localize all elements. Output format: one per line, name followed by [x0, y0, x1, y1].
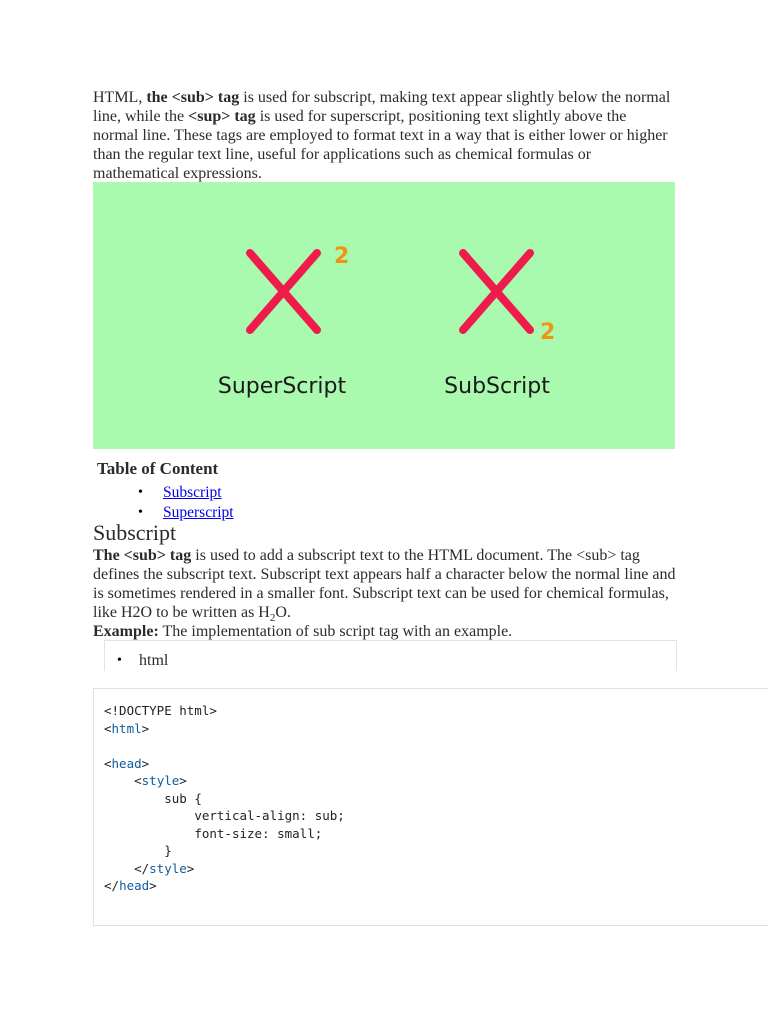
tab-label: html [139, 652, 169, 669]
section-end: O. [275, 604, 291, 621]
toc-item [138, 483, 234, 503]
toc-list [138, 483, 234, 522]
code-line: font-size: small; [194, 825, 323, 841]
code-content: <!DOCTYPE html> <html> <head> <style> sub { vertical-align: sub; font-size: small; } </style> </head> [104, 703, 345, 893]
superscript-label: SuperScript [217, 374, 347, 399]
bullet-icon: • [138, 485, 143, 500]
superscript-subscript-banner [93, 182, 675, 449]
example-line [93, 622, 512, 641]
subscript-number: 2 [540, 320, 556, 345]
superscript-x-icon [250, 253, 317, 330]
code-block[interactable] [93, 688, 768, 926]
intro-sub-tag: the <sub> tag [146, 89, 240, 106]
bullet-icon: • [138, 504, 143, 520]
toc-link-subscript[interactable]: Subscript [163, 484, 222, 501]
intro-sup-tag: <sup> tag [188, 108, 256, 125]
subscript-label: SubScript [444, 374, 550, 399]
toc-link-superscript[interactable]: Superscript [163, 503, 234, 521]
code-tag: head [111, 755, 142, 771]
code-line: vertical-align: sub; [194, 808, 345, 823]
tab-html[interactable] [117, 652, 168, 670]
code-line: } [164, 843, 172, 858]
code-line: sub { [164, 790, 202, 806]
intro-mid: is used for subscript, making text appear slightly below the normal line, while the [93, 89, 671, 125]
intro-paragraph [93, 88, 673, 183]
toc-title: Table of Content [97, 459, 219, 478]
intro-prefix: HTML, [93, 89, 147, 106]
bullet-icon: • [117, 653, 122, 668]
example-text: The implementation of sub script tag with an example. [158, 623, 513, 640]
example-label: Example: [93, 623, 159, 640]
section-text: is used to add a subscript text to the HTML document. The <sub> tag defines the subscript text. Subscript text appears half a character below the normal line and is sometimes rendered in a smaller font. Subscript text can be used for chemical formulas, like H2O to be written as H [93, 547, 676, 621]
section-heading: Subscript [93, 520, 177, 545]
code-tag: head [119, 878, 150, 893]
code-tag: style [149, 860, 187, 876]
section-paragraph [93, 546, 683, 625]
section-tag-bold: The <sub> tag [93, 547, 192, 564]
superscript-number: 2 [334, 244, 350, 269]
subscript-char: 2 [269, 612, 276, 625]
code-tag: html [111, 720, 142, 736]
subscript-x-icon [463, 253, 530, 330]
intro-suffix: is used for superscript, positioning text slightly above the normal line. These tags are employed to format text in a way that is either lower or higher than the regular text line, useful for applications such as chemical formulas or mathematical expressions. [93, 108, 668, 182]
code-language-tabs [104, 640, 677, 671]
banner-illustration [93, 182, 675, 449]
code-line: <!DOCTYPE html> [104, 703, 217, 718]
code-tag: style [141, 773, 180, 788]
